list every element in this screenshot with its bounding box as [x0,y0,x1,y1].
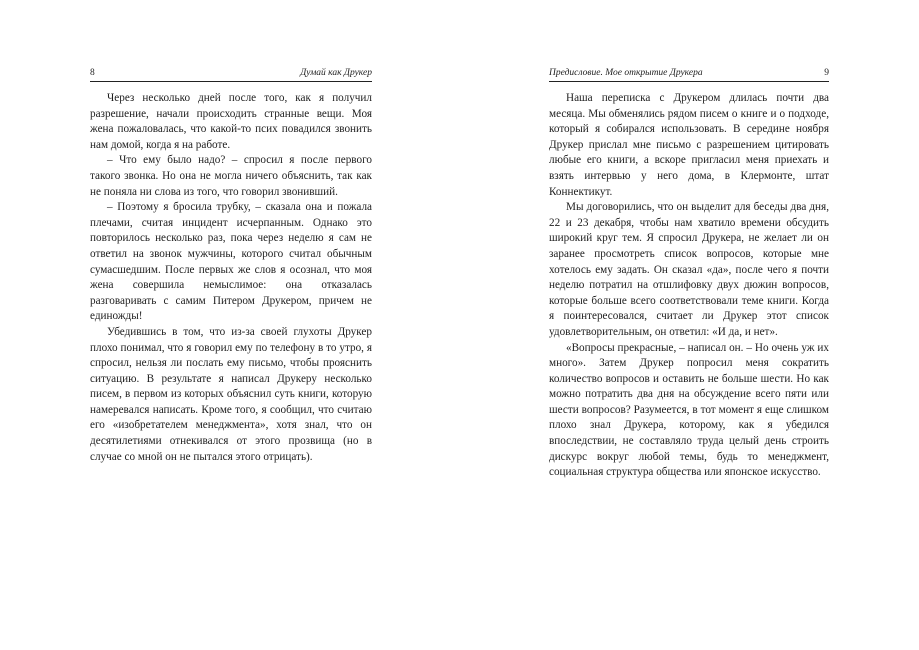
right-running-title: Предисловие. Мое открытие Друкера [549,68,703,78]
left-paragraph-4: Убедившись в том, что из-за своей глухоты Друкер плохо понимал, что я говорил ему по телефону в то утро, я спросил, нельзя ли послать ему письмо, чтобы прояснить ситуацию. В результате я написал Друкеру несколько писем, в первом из которых объяснил суть книги, которую намеревался написать. Кроме того, я сообщил, что считаю его «изобретателем менеджмента», хотя знал, что он десятилетиями отнекивался от этого прозвища (но в случае со мной он не пытался этого отрицать). [90,325,372,463]
right-paragraph-1: Наша переписка с Друкером длилась почти два месяца. Мы обменялись рядом писем о книге и о подходе, который я собирался использовать. В середине ноября Друкер прислал мне письмо с разрешением цитировать любые его книги, а вскоре пригласил меня приехать и взять интервью у него дома, в Клермонте, штат Коннектикут. [549,92,829,198]
left-header-rule [90,81,372,82]
right-body-text [549,91,829,481]
right-running-head [549,67,829,81]
left-paragraph-3: – Поэтому я бросила трубку, – сказала она и пожала плечами, считая инцидент исчерпанным. Однако это повторилось несколько раз, пока через неделю я сам не ответил на звонок мужчины, которого считал обычным сумасшедшим. После первых же слов я осознал, что моя жена совершила немыслимое: она отказалась разговаривать с самим Питером Друкером, причем не единожды! [90,201,372,323]
left-page [90,0,372,650]
left-paragraph-1: Через несколько дней после того, как я получил разрешение, начали происходить странные вещи. Моя жена пожаловалась, что какой-то псих повадился звонить нам домой, когда я на работе. [90,92,372,151]
left-body-text [90,91,372,465]
right-page-number: 9 [824,68,829,78]
right-page [549,0,829,650]
right-paragraph-3: «Вопросы прекрасные, – написал он. – Но очень уж их много». Затем Друкер попросил меня сократить количество вопросов и оставить не больше шести. Но как можно потратить два дня на обсуждение всего пяти или шести вопросов? Разумеется, в тот момент я еще слишком плохо знал Друкера, которому, как я убедился впоследствии, не составляло труда целый день строить дискурс вокруг любой темы, будь то менеджмент, социальная структура общества или японское искусство. [549,341,829,479]
right-header-rule [549,81,829,82]
left-running-title: Думай как Друкер [300,68,372,78]
left-running-head [90,67,372,81]
left-page-number: 8 [90,68,95,78]
right-paragraph-2: Мы договорились, что он выделит для беседы два дня, 22 и 23 декабря, чтобы нам хватило времени обсудить широкий круг тем. Я спросил Друкера, не желает ли он заранее просмотреть список вопросов, которые мне хотелось ему задать. Он сказал «да», после чего я почти неделю потратил на отшлифовку двух дюжин вопросов, которые больше всего соответствовали теме книги. Когда я поинтересовался, считает ли Друкер этот список удовлетворительным, он ответил: «И да, и нет». [549,201,829,338]
left-paragraph-2: – Что ему было надо? – спросил я после первого такого звонка. Но она не могла ничего объяснить, так как не поняла ни слова из того, что говорил звонивший. [90,154,372,198]
